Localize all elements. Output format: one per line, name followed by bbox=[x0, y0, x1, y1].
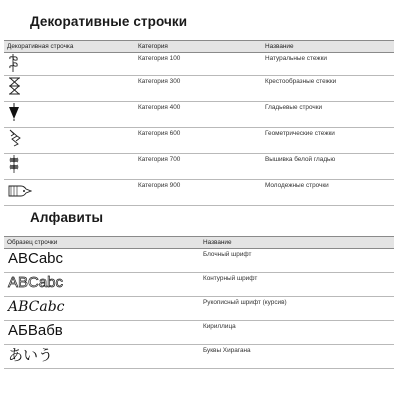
table-row bbox=[4, 154, 394, 180]
stitch-category: Категория 900 bbox=[135, 180, 262, 206]
stitch-sample-cell bbox=[4, 128, 135, 154]
table-header-row bbox=[4, 41, 394, 53]
table-row bbox=[4, 321, 394, 345]
table-row bbox=[4, 273, 394, 297]
alphabets-table bbox=[4, 236, 394, 369]
whitework-stitch-icon bbox=[8, 155, 22, 173]
font-name: Рукописный шрифт (курсив) bbox=[200, 297, 394, 321]
stitch-category: Категория 600 bbox=[135, 128, 262, 154]
stitch-sample-cell bbox=[4, 53, 135, 76]
stitch-sample-cell bbox=[4, 102, 135, 128]
table-row bbox=[4, 180, 394, 206]
flower-stitch-icon bbox=[8, 54, 22, 72]
font-sample-cyrillic: АБВабв bbox=[8, 322, 63, 339]
table-row bbox=[4, 102, 394, 128]
table-row bbox=[4, 297, 394, 321]
table-row bbox=[4, 128, 394, 154]
stitch-name: Натуральные стежки bbox=[262, 53, 394, 76]
youth-stitch-icon bbox=[8, 181, 32, 199]
column-header-name: Название bbox=[262, 41, 394, 53]
font-sample-block: ABCabc bbox=[8, 250, 64, 267]
font-name: Буквы Хирагана bbox=[200, 345, 394, 369]
font-sample-outline: ABCabc bbox=[8, 274, 64, 291]
font-sample-cell bbox=[4, 321, 200, 345]
decorative-stitches-table bbox=[4, 40, 394, 206]
font-sample-cell bbox=[4, 273, 200, 297]
stitch-name: Крестообразные стежки bbox=[262, 76, 394, 102]
column-header-sample: Образец строчки bbox=[4, 237, 200, 249]
font-sample-cell bbox=[4, 249, 200, 273]
font-sample-cell bbox=[4, 297, 200, 321]
stitch-sample-cell bbox=[4, 180, 135, 206]
stitch-category: Категория 300 bbox=[135, 76, 262, 102]
cross-stitch-icon bbox=[8, 77, 22, 95]
table-row bbox=[4, 345, 394, 369]
table-row bbox=[4, 76, 394, 102]
font-sample-hiragana: あいう bbox=[8, 346, 54, 364]
table-row bbox=[4, 53, 394, 76]
font-sample-cell bbox=[4, 345, 200, 369]
stitch-name: Молодежные строчки bbox=[262, 180, 394, 206]
table-row bbox=[4, 249, 394, 273]
stitch-sample-cell bbox=[4, 154, 135, 180]
font-name: Блочный шрифт bbox=[200, 249, 394, 273]
section-title-alphabets: Алфавиты bbox=[30, 210, 104, 225]
stitch-sample-cell bbox=[4, 76, 135, 102]
geometric-stitch-icon bbox=[8, 129, 22, 147]
section-title-decorative: Декоративные строчки bbox=[30, 14, 188, 29]
column-header-stitch: Декоративная строчка bbox=[4, 41, 135, 53]
stitch-category: Категория 700 bbox=[135, 154, 262, 180]
stitch-name: Вышивка белой гладью bbox=[262, 154, 394, 180]
font-name: Кириллица bbox=[200, 321, 394, 345]
font-name: Контурный шрифт bbox=[200, 273, 394, 297]
satin-stitch-icon bbox=[8, 103, 22, 121]
font-sample-script: ABCabc bbox=[8, 299, 65, 315]
column-header-name: Название bbox=[200, 237, 394, 249]
stitch-category: Категория 400 bbox=[135, 102, 262, 128]
stitch-name: Геометрические стежки bbox=[262, 128, 394, 154]
table-header-row bbox=[4, 237, 394, 249]
stitch-category: Категория 100 bbox=[135, 53, 262, 76]
stitch-name: Гладьевые строчки bbox=[262, 102, 394, 128]
column-header-category: Категория bbox=[135, 41, 262, 53]
